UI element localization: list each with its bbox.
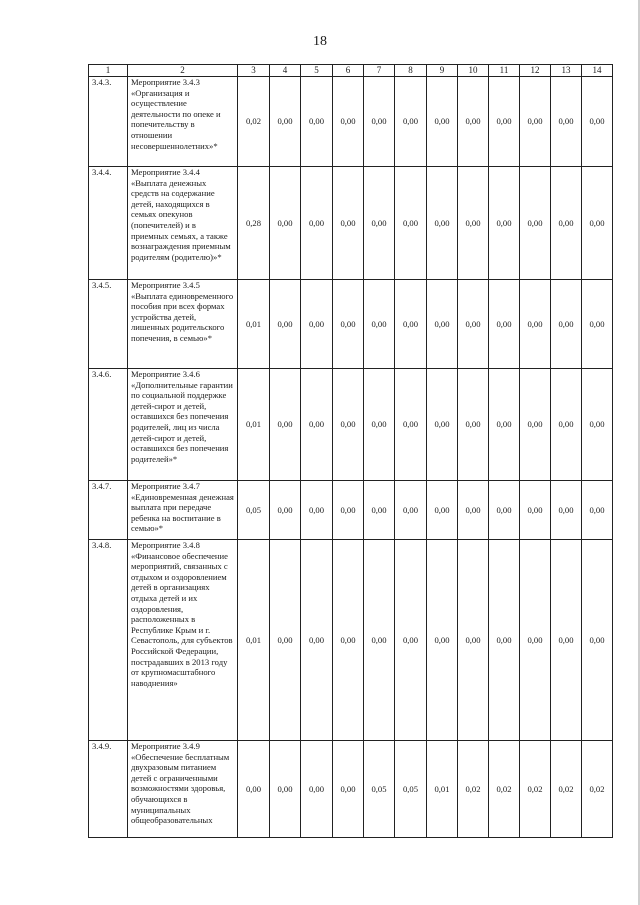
value-cell: 0,00 bbox=[333, 741, 364, 838]
value-cell: 0,02 bbox=[458, 741, 489, 838]
table-row bbox=[89, 167, 613, 280]
header-cell: 12 bbox=[520, 65, 551, 77]
value-cell: 0,05 bbox=[238, 481, 270, 540]
header-cell: 2 bbox=[128, 65, 238, 77]
value-cell: 0,00 bbox=[364, 540, 395, 741]
value-cell: 0,00 bbox=[551, 77, 582, 167]
header-cell: 10 bbox=[458, 65, 489, 77]
value-cell: 0,00 bbox=[520, 369, 551, 481]
value-cell: 0,00 bbox=[427, 540, 458, 741]
value-cell: 0,00 bbox=[333, 481, 364, 540]
value-cell: 0,00 bbox=[489, 540, 520, 741]
header-cell: 14 bbox=[582, 65, 613, 77]
value-cell: 0,00 bbox=[427, 167, 458, 280]
value-cell: 0,00 bbox=[489, 77, 520, 167]
value-cell: 0,00 bbox=[270, 280, 301, 369]
value-cell: 0,00 bbox=[582, 481, 613, 540]
value-cell: 0,00 bbox=[427, 77, 458, 167]
value-cell: 0,05 bbox=[395, 741, 427, 838]
row-description: Мероприятие 3.4.7 «Единовременная денежная выплата при передаче ребенка на воспитание в семью»* bbox=[128, 481, 238, 540]
value-cell: 0,00 bbox=[301, 369, 333, 481]
value-cell: 0,00 bbox=[551, 369, 582, 481]
value-cell: 0,00 bbox=[582, 167, 613, 280]
value-cell: 0,00 bbox=[270, 77, 301, 167]
value-cell: 0,00 bbox=[520, 540, 551, 741]
table-row bbox=[89, 540, 613, 741]
table-row bbox=[89, 77, 613, 167]
value-cell: 0,00 bbox=[489, 280, 520, 369]
value-cell: 0,00 bbox=[395, 77, 427, 167]
header-cell: 5 bbox=[301, 65, 333, 77]
header-cell: 9 bbox=[427, 65, 458, 77]
header-cell: 13 bbox=[551, 65, 582, 77]
value-cell: 0,00 bbox=[333, 167, 364, 280]
value-cell: 0,00 bbox=[333, 540, 364, 741]
header-cell: 11 bbox=[489, 65, 520, 77]
value-cell: 0,00 bbox=[551, 167, 582, 280]
row-description: Мероприятие 3.4.4 «Выплата денежных средств на содержание детей, находящихся в семьях опекунов (попечителей) и в приемных семьях, а также вознаграждения приемным родителям (родителю)»* bbox=[128, 167, 238, 280]
value-cell: 0,02 bbox=[520, 741, 551, 838]
value-cell: 0,00 bbox=[582, 369, 613, 481]
value-cell: 0,00 bbox=[489, 167, 520, 280]
header-row bbox=[89, 65, 613, 77]
value-cell: 0,00 bbox=[364, 280, 395, 369]
value-cell: 0,00 bbox=[301, 540, 333, 741]
value-cell: 0,00 bbox=[458, 167, 489, 280]
value-cell: 0,00 bbox=[458, 77, 489, 167]
value-cell: 0,00 bbox=[301, 481, 333, 540]
row-description: Мероприятие 3.4.6 «Дополнительные гарантии по социальной поддержке детей-сирот и детей, оставшихся без попечения родителей, лиц из числа детей-сирот и детей, оставшихся без попечения родителей»* bbox=[128, 369, 238, 481]
value-cell: 0,00 bbox=[582, 280, 613, 369]
value-cell: 0,00 bbox=[364, 369, 395, 481]
value-cell: 0,00 bbox=[301, 77, 333, 167]
value-cell: 0,01 bbox=[238, 280, 270, 369]
row-number: 3.4.3. bbox=[89, 77, 128, 167]
value-cell: 0,28 bbox=[238, 167, 270, 280]
row-description: Мероприятие 3.4.3 «Организация и осуществление деятельности по опеке и попечительству в отношении несовершеннолетних»* bbox=[128, 77, 238, 167]
value-cell: 0,01 bbox=[427, 741, 458, 838]
row-description: Мероприятие 3.4.9 «Обеспечение бесплатным двухразовым питанием детей с ограниченными возможностями здоровья, обучающихся в муниципальных общеобразовательных bbox=[128, 741, 238, 838]
header-cell: 6 bbox=[333, 65, 364, 77]
value-cell: 0,00 bbox=[427, 481, 458, 540]
value-cell: 0,02 bbox=[489, 741, 520, 838]
value-cell: 0,01 bbox=[238, 369, 270, 481]
row-number: 3.4.5. bbox=[89, 280, 128, 369]
value-cell: 0,00 bbox=[395, 481, 427, 540]
value-cell: 0,00 bbox=[489, 369, 520, 481]
value-cell: 0,00 bbox=[520, 167, 551, 280]
header-cell: 7 bbox=[364, 65, 395, 77]
header-cell: 4 bbox=[270, 65, 301, 77]
value-cell: 0,00 bbox=[395, 167, 427, 280]
value-cell: 0,00 bbox=[238, 741, 270, 838]
value-cell: 0,00 bbox=[270, 481, 301, 540]
value-cell: 0,00 bbox=[458, 280, 489, 369]
value-cell: 0,00 bbox=[458, 540, 489, 741]
table-row bbox=[89, 741, 613, 838]
header-cell: 1 bbox=[89, 65, 128, 77]
value-cell: 0,00 bbox=[395, 280, 427, 369]
row-number: 3.4.6. bbox=[89, 369, 128, 481]
table-row bbox=[89, 369, 613, 481]
value-cell: 0,00 bbox=[270, 741, 301, 838]
value-cell: 0,00 bbox=[582, 77, 613, 167]
value-cell: 0,00 bbox=[301, 280, 333, 369]
value-cell: 0,02 bbox=[238, 77, 270, 167]
page-number: 18 bbox=[313, 34, 327, 49]
row-description: Мероприятие 3.4.8 «Финансовое обеспечение мероприятий, связанных с отдыхом и оздоровлением детей в организациях отдыха детей и их оздоровления, расположенных в Республике Крым и г. Севастополь, для субъектов Российской Федерации, пострадавших в 2013 году от крупномасштабного наводнения» bbox=[128, 540, 238, 741]
row-description: Мероприятие 3.4.5 «Выплата единовременного пособия при всех формах устройства детей, лишенных родительского попечения, в семью»* bbox=[128, 280, 238, 369]
value-cell: 0,00 bbox=[551, 481, 582, 540]
value-cell: 0,00 bbox=[520, 280, 551, 369]
value-cell: 0,00 bbox=[333, 369, 364, 481]
value-cell: 0,00 bbox=[551, 280, 582, 369]
row-number: 3.4.4. bbox=[89, 167, 128, 280]
value-cell: 0,00 bbox=[395, 540, 427, 741]
value-cell: 0,00 bbox=[333, 280, 364, 369]
value-cell: 0,00 bbox=[427, 369, 458, 481]
value-cell: 0,00 bbox=[427, 280, 458, 369]
value-cell: 0,00 bbox=[458, 369, 489, 481]
table-row bbox=[89, 481, 613, 540]
value-cell: 0,00 bbox=[270, 369, 301, 481]
table-row bbox=[89, 280, 613, 369]
value-cell: 0,00 bbox=[489, 481, 520, 540]
row-number: 3.4.9. bbox=[89, 741, 128, 838]
value-cell: 0,00 bbox=[520, 481, 551, 540]
value-cell: 0,00 bbox=[364, 167, 395, 280]
value-cell: 0,00 bbox=[551, 540, 582, 741]
value-cell: 0,01 bbox=[238, 540, 270, 741]
value-cell: 0,00 bbox=[333, 77, 364, 167]
value-cell: 0,00 bbox=[270, 540, 301, 741]
value-cell: 0,02 bbox=[582, 741, 613, 838]
header-cell: 3 bbox=[238, 65, 270, 77]
value-cell: 0,00 bbox=[458, 481, 489, 540]
value-cell: 0,00 bbox=[520, 77, 551, 167]
value-cell: 0,00 bbox=[301, 167, 333, 280]
value-cell: 0,00 bbox=[301, 741, 333, 838]
row-number: 3.4.7. bbox=[89, 481, 128, 540]
row-number: 3.4.8. bbox=[89, 540, 128, 741]
header-cell: 8 bbox=[395, 65, 427, 77]
value-cell: 0,00 bbox=[582, 540, 613, 741]
value-cell: 0,02 bbox=[551, 741, 582, 838]
value-cell: 0,00 bbox=[364, 481, 395, 540]
value-cell: 0,00 bbox=[364, 77, 395, 167]
budget-table bbox=[88, 64, 613, 838]
value-cell: 0,05 bbox=[364, 741, 395, 838]
value-cell: 0,00 bbox=[270, 167, 301, 280]
value-cell: 0,00 bbox=[395, 369, 427, 481]
